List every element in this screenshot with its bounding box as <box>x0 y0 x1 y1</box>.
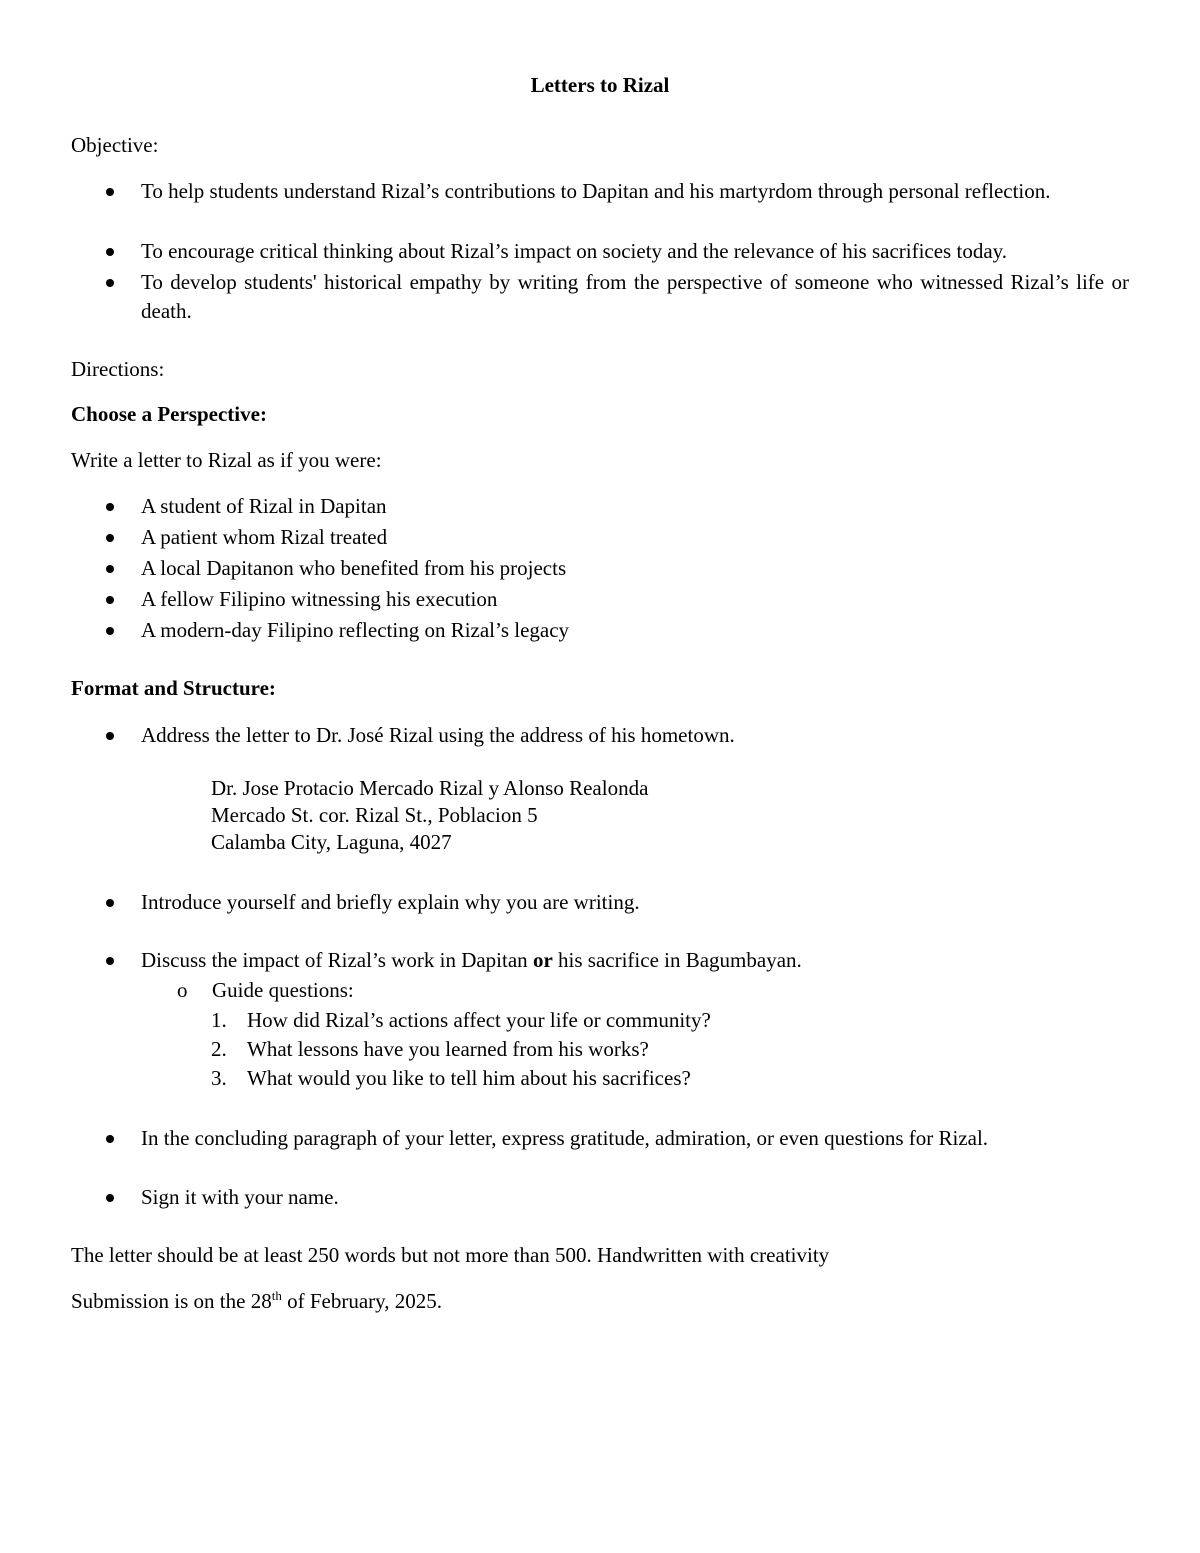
format-text: Introduce yourself and briefly explain why you are writing. <box>141 890 640 914</box>
bullet-icon <box>106 565 114 573</box>
question-number: 1. <box>211 1008 227 1032</box>
discuss-text-end: his sacrifice in Bagumbayan. <box>552 948 802 972</box>
question-number: 2. <box>211 1037 227 1061</box>
guide-label: Guide questions: <box>212 978 354 1002</box>
address-line: Dr. Jose Protacio Mercado Rizal y Alonso Realonda <box>211 776 649 800</box>
bullet-icon <box>106 596 114 604</box>
format-text <box>141 946 1129 975</box>
perspective-text: A student of Rizal in Dapitan <box>141 494 387 518</box>
objective-label: Objective: <box>71 133 159 157</box>
bullet-icon <box>106 627 114 635</box>
submission-text-start: Submission is on the 28 <box>71 1289 272 1313</box>
format-text: In the concluding paragraph of your letter, express gratitude, admiration, or even questions for Rizal. <box>141 1126 989 1150</box>
objective-text: To help students understand Rizal’s contributions to Dapitan and his martyrdom through personal reflection. <box>141 179 1051 203</box>
bullet-icon <box>106 899 114 907</box>
perspective-text: A fellow Filipino witnessing his execution <box>141 587 498 611</box>
bullet-icon <box>106 503 114 511</box>
bullet-icon <box>106 534 114 542</box>
directions-label: Directions: <box>71 357 165 381</box>
address-line: Calamba City, Laguna, 4027 <box>211 830 452 854</box>
discuss-or: or <box>532 948 553 972</box>
address-line: Mercado St. cor. Rizal St., Poblacion 5 <box>211 803 538 827</box>
bullet-icon <box>106 1135 114 1143</box>
length-note: The letter should be at least 250 words but not more than 500. Handwritten with creativity <box>71 1243 830 1267</box>
guide-question <box>211 1064 691 1093</box>
objective-text: To encourage critical thinking about Rizal’s impact on society and the relevance of his sacrifices today. <box>141 239 1008 263</box>
bullet-icon <box>106 248 114 256</box>
question-text: How did Rizal’s actions affect your life or community? <box>247 1008 711 1032</box>
bullet-icon <box>106 279 114 287</box>
question-text: What would you like to tell him about his sacrifices? <box>247 1066 691 1090</box>
hollow-bullet-icon: o <box>177 978 188 1002</box>
question-number: 3. <box>211 1066 227 1090</box>
perspective-text: A local Dapitanon who benefited from his projects <box>141 556 567 580</box>
bullet-icon <box>106 188 114 196</box>
format-heading: Format and Structure: <box>71 676 276 700</box>
perspective-intro: Write a letter to Rizal as if you were: <box>71 448 382 472</box>
format-text: Address the letter to Dr. José Rizal using the address of his hometown. <box>141 723 735 747</box>
perspective-text: A patient whom Rizal treated <box>141 525 388 549</box>
discuss-text-start: Discuss the impact of Rizal’s work in Dapitan <box>141 948 533 972</box>
bullet-icon <box>106 732 114 740</box>
guide-questions-item <box>177 976 354 1005</box>
perspective-text: A modern-day Filipino reflecting on Rizal’s legacy <box>141 618 570 642</box>
question-text: What lessons have you learned from his works? <box>247 1037 649 1061</box>
document-title: Letters to Rizal <box>530 73 670 97</box>
guide-question <box>211 1035 649 1064</box>
submission-note <box>71 1289 442 1313</box>
submission-text-end: of February, 2025. <box>281 1289 443 1313</box>
objective-text: To develop students' historical empathy by writing from the perspective of someone who witnessed Rizal’s life or death. <box>141 270 1129 323</box>
submission-ordinal: th <box>271 1288 282 1303</box>
bullet-icon <box>106 957 114 965</box>
bullet-icon <box>106 1194 114 1202</box>
format-text: Sign it with your name. <box>141 1185 339 1209</box>
perspective-heading: Choose a Perspective: <box>71 402 267 426</box>
guide-question <box>211 1006 711 1035</box>
